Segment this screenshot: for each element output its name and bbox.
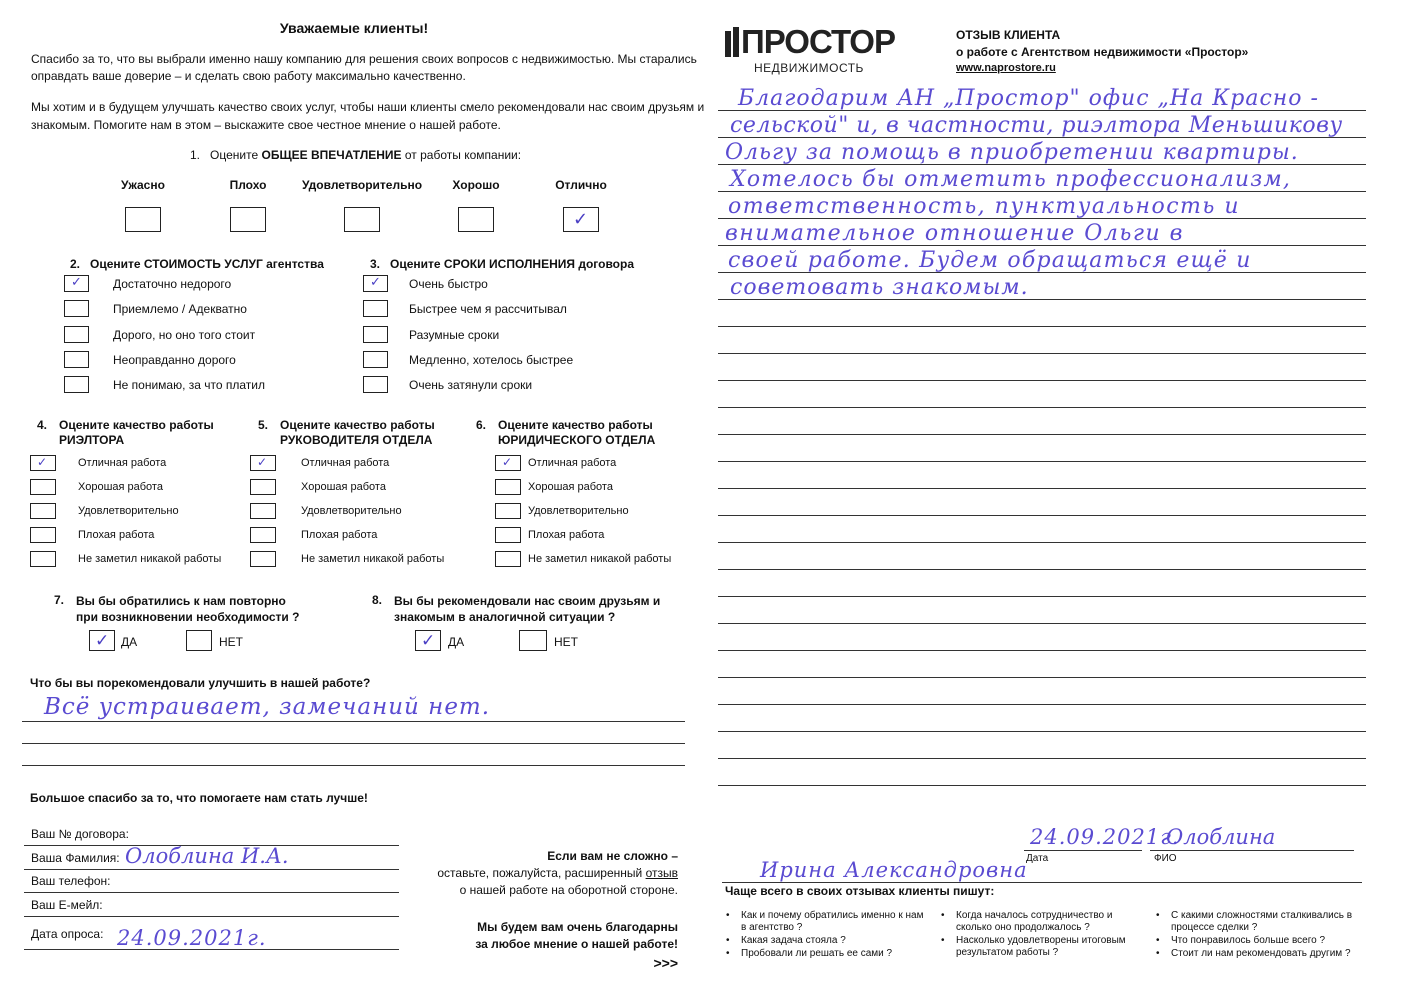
tip-item: • Что понравилось больше всего ?: [1156, 935, 1326, 946]
review-line: [718, 488, 1366, 489]
answer-line: [22, 721, 685, 722]
field-line: [24, 949, 399, 950]
q8-num: 8.: [372, 593, 383, 607]
side-note-2: оставьте, пожалуйста, расширенный отзыв: [437, 866, 678, 880]
q3-option-label: Очень затянули сроки: [409, 378, 533, 392]
field-line: [24, 869, 399, 870]
q4-option-label: Плохая работа: [78, 529, 155, 541]
q6-checkbox-5[interactable]: [495, 551, 521, 567]
date-label: Дата опроса:: [31, 927, 104, 941]
q3-option-label: Очень быстро: [409, 277, 488, 291]
q8-heading: Вы бы рекомендовали нас своим друзьям и знакомым в аналогичной ситуации ?: [394, 594, 661, 624]
q2-option-label: Приемлемо / Адекватно: [113, 302, 247, 316]
review-line: [718, 461, 1366, 462]
q7-checkbox-no[interactable]: [186, 630, 212, 651]
review-link[interactable]: отзыв: [645, 866, 678, 880]
q4-option-label: Не заметил никакой работы: [78, 553, 222, 565]
bullet-icon: •: [1156, 935, 1160, 946]
field-line: [24, 916, 399, 917]
q8-checkbox-yes[interactable]: [415, 630, 441, 651]
q5-checkbox-2[interactable]: [250, 479, 276, 495]
review-line: [718, 326, 1366, 327]
fio-caption: ФИО: [1154, 853, 1177, 864]
review-line: [718, 380, 1366, 381]
q8-no-label: НЕТ: [554, 635, 578, 649]
tip-item: • Стоит ли нам рекомендовать другим ?: [1156, 948, 1351, 959]
q6-checkbox-2[interactable]: [495, 479, 521, 495]
q2-checkbox-3[interactable]: [64, 326, 89, 343]
surname-value[interactable]: Олоблина И.А.: [125, 844, 289, 868]
review-line: [718, 623, 1366, 624]
q5-option-label: Отличная работа: [301, 457, 390, 469]
q3-checkbox-3[interactable]: [363, 326, 388, 343]
survey-date-value[interactable]: 24.09.2021г.: [117, 926, 267, 950]
q1-option-label: Плохо: [229, 178, 267, 192]
q2-checkbox-4[interactable]: [64, 351, 89, 368]
review-text-line[interactable]: сельской" и, в частности, риэлтора Меньшикову: [730, 113, 1343, 138]
q2-option-label: Дорого, но оно того стоит: [113, 328, 256, 342]
intro-paragraph-1b: оправдать ваше доверие – и сделать свою работу максимально качественно.: [31, 69, 466, 83]
review-text-line[interactable]: Ольгу за помощь в приобретении квартиры.: [725, 140, 1299, 165]
q7-num: 7.: [54, 593, 65, 607]
checkmark-icon: ✓: [95, 631, 110, 651]
q4-option-label: Отличная работа: [78, 457, 167, 469]
q7-no-label: НЕТ: [219, 635, 243, 649]
intro-paragraph-1a: Спасибо за то, что вы выбрали именно нашу компанию для решения своих вопросов с недвижимостью. Мы старались: [31, 52, 697, 66]
date-caption: Дата: [1026, 853, 1049, 864]
review-line: [718, 569, 1366, 570]
review-subtitle: о работе с Агентством недвижимости «Простор»: [956, 45, 1249, 59]
side-note-3: о нашей работе на оборотной стороне.: [459, 883, 678, 897]
contract-label: Ваш № договора:: [31, 827, 129, 841]
q6-option-label: Хорошая работа: [528, 481, 613, 493]
checkmark-icon: ✓: [37, 455, 48, 469]
q4-checkbox-4[interactable]: [30, 527, 56, 543]
review-line: [718, 785, 1366, 786]
bullet-icon: •: [726, 948, 730, 959]
q6-checkbox-3[interactable]: [495, 503, 521, 519]
q1-option-label: Отлично: [555, 178, 607, 192]
side-note-5: за любое мнение о нашей работе!: [475, 937, 678, 951]
q2-option-label: Достаточно недорого: [113, 277, 232, 291]
tips-column-2: [941, 910, 1146, 959]
review-line: [718, 704, 1366, 705]
date-line: [1024, 850, 1142, 851]
q5-checkbox-3[interactable]: [250, 503, 276, 519]
q5-option-label: Хорошая работа: [301, 481, 386, 493]
q1-option-label: Хорошо: [452, 178, 500, 192]
tips-column-3: [1156, 910, 1356, 960]
checkmark-icon: ✓: [71, 275, 82, 290]
signature-line: [722, 882, 1362, 883]
q5-option-label: Удовлетворительно: [301, 505, 402, 517]
q3-checkbox-1[interactable]: [363, 275, 388, 292]
fio-value-2[interactable]: Ирина Александровна: [760, 858, 1028, 882]
review-line: [718, 758, 1366, 759]
q1-checkbox-good[interactable]: [458, 207, 494, 232]
bullet-icon: •: [1156, 910, 1160, 921]
website-link[interactable]: www.naprostore.ru: [956, 62, 1056, 74]
intro-paragraph-2b: знакомым. Помогите нам в этом – выскажите свое честное мнение о нашей работе.: [31, 118, 501, 132]
q2-checkbox-5[interactable]: [64, 376, 89, 393]
q1-checkbox-satisfactory[interactable]: [344, 207, 380, 232]
logo-text: ПРОСТОР: [741, 23, 895, 60]
review-line: [718, 515, 1366, 516]
q1-option-label: Удовлетворительно: [301, 178, 423, 192]
side-note-4: Мы будем вам очень благодарны: [477, 920, 678, 934]
q1-checkbox-bad[interactable]: [230, 207, 266, 232]
review-text-line[interactable]: внимательное отношение Ольги в: [725, 221, 1184, 246]
q6-option-label: Не заметил никакой работы: [528, 553, 672, 565]
logo-mark-icon: [725, 27, 739, 57]
q2-option-label: Не понимаю, за что платил: [113, 378, 266, 392]
review-line: [718, 407, 1366, 408]
q4-checkbox-2[interactable]: [30, 479, 56, 495]
tip-item: • Как и почему обратились именно к нам в агентство ?: [726, 910, 924, 933]
q8-checkbox-no[interactable]: [519, 630, 547, 651]
review-text-line[interactable]: своей работе. Будем обращаться ещё и: [728, 248, 1252, 273]
q6-option-label: Отличная работа: [528, 457, 617, 469]
left-heading: Уважаемые клиенты!: [279, 20, 429, 36]
thanks-text: Большое спасибо за то, что помогаете нам стать лучше!: [30, 791, 368, 805]
intro-paragraph-2a: Мы хотим и в будущем улучшать качество своих услуг, чтобы наши клиенты смело рекомендовали нас своим друзьям и: [31, 100, 705, 114]
q6-option-label: Плохая работа: [528, 529, 605, 541]
field-line: [24, 892, 399, 893]
review-line: [718, 677, 1366, 678]
q4-option-label: Хорошая работа: [78, 481, 163, 493]
tips-column-1: [726, 910, 926, 960]
checkmark-icon: ✓: [370, 275, 381, 290]
q6-checkbox-1[interactable]: [495, 455, 521, 471]
bullet-icon: •: [726, 910, 730, 921]
surname-label: Ваша Фамилия:: [31, 851, 120, 865]
fio-value[interactable]: Олоблина: [1166, 825, 1276, 849]
q5-checkbox-1[interactable]: [250, 455, 276, 471]
q5-heading: Оцените качество работы РУКОВОДИТЕЛЯ ОТДЕЛА: [280, 418, 435, 447]
review-line: [718, 596, 1366, 597]
checkmark-icon: ✓: [421, 631, 436, 651]
q2-checkbox-2[interactable]: [64, 300, 89, 317]
bullet-icon: •: [1156, 948, 1160, 959]
tip-item: • С какими сложностями сталкивались в процессе сделки ?: [1156, 910, 1353, 933]
checkmark-icon: ✓: [257, 455, 268, 469]
q8-yes-label: ДА: [448, 635, 465, 649]
q2-option-label: Неоправданно дорого: [113, 353, 236, 367]
bullet-icon: •: [726, 935, 730, 946]
q3-checkbox-2[interactable]: [363, 300, 388, 317]
q2-heading: 2. Оцените СТОИМОСТЬ УСЛУГ агентства: [70, 257, 324, 271]
q3-option-label: Разумные сроки: [409, 328, 500, 342]
tip-item: • Насколько удовлетворены итоговым результатом работы ?: [941, 935, 1126, 958]
review-line: [718, 542, 1366, 543]
q5-option-label: Не заметил никакой работы: [301, 553, 445, 565]
checkmark-icon: ✓: [502, 455, 513, 469]
review-line: [718, 650, 1366, 651]
q4-heading: Оцените качество работы РИЭЛТОРА: [59, 418, 214, 447]
q3-option-label: Медленно, хотелось быстрее: [409, 353, 574, 367]
q1-checkbox-awful[interactable]: [125, 207, 161, 232]
improve-question: Что бы вы порекомендовали улучшить в нашей работе?: [30, 676, 371, 690]
tip-item: • Пробовали ли решать ее сами ?: [726, 948, 893, 959]
q3-heading: 3. Оцените СРОКИ ИСПОЛНЕНИЯ договора: [370, 257, 635, 271]
phone-label: Ваш телефон:: [31, 874, 111, 888]
q4-checkbox-3[interactable]: [30, 503, 56, 519]
review-date-value[interactable]: 24.09.2021г.: [1030, 825, 1180, 849]
q6-heading: Оцените качество работы ЮРИДИЧЕСКОГО ОТДЕЛА: [498, 418, 656, 447]
review-text-line[interactable]: советовать знакомым.: [730, 275, 1029, 300]
review-text-line[interactable]: Благодарим АН „Простор" офис „На Красно -: [738, 86, 1319, 111]
side-note-1: Если вам не сложно –: [547, 849, 678, 863]
q1-option-label: Ужасно: [121, 178, 165, 192]
review-line: [718, 731, 1366, 732]
tip-item: • Когда началось сотрудничество и сколько оно продолжалось ?: [941, 910, 1113, 933]
q5-checkbox-4[interactable]: [250, 527, 276, 543]
q2-checkbox-1[interactable]: [64, 275, 89, 292]
q6-num: 6.: [476, 418, 487, 432]
improve-answer[interactable]: Всё устраивает, замечаний нет.: [44, 694, 491, 720]
q4-option-label: Удовлетворительно: [78, 505, 179, 517]
bullet-icon: •: [941, 935, 945, 946]
answer-line: [22, 765, 685, 766]
tip-item: • Какая задача стояла ?: [726, 935, 846, 946]
logo-subtext: НЕДВИЖИМОСТЬ: [754, 61, 864, 75]
q6-option-label: Удовлетворительно: [528, 505, 629, 517]
q5-checkbox-5[interactable]: [250, 551, 276, 567]
tips-heading: Чаще всего в своих отзывах клиенты пишут:: [725, 884, 995, 898]
checkmark-icon: ✓: [573, 209, 589, 230]
q5-option-label: Плохая работа: [301, 529, 378, 541]
q4-checkbox-1[interactable]: [30, 455, 56, 471]
q7-checkbox-yes[interactable]: [89, 630, 115, 651]
q7-heading: Вы бы обратились к нам повторно при возникновении необходимости ?: [76, 594, 300, 624]
q4-num: 4.: [37, 418, 48, 432]
q7-yes-label: ДА: [121, 635, 138, 649]
review-title: ОТЗЫВ КЛИЕНТА: [956, 28, 1061, 42]
q3-checkbox-4[interactable]: [363, 351, 388, 368]
q6-checkbox-4[interactable]: [495, 527, 521, 543]
review-line: [718, 434, 1366, 435]
arrows: >>>: [653, 955, 678, 971]
q1-checkbox-excellent[interactable]: [563, 207, 599, 232]
review-text-line[interactable]: ответственность, пунктуальность и: [728, 194, 1241, 219]
q4-checkbox-5[interactable]: [30, 551, 56, 567]
fio-line: [1150, 850, 1354, 851]
q5-num: 5.: [258, 418, 269, 432]
q1-heading: 1. Оцените ОБЩЕЕ ВПЕЧАТЛЕНИЕ от работы компании:: [190, 148, 522, 162]
review-line: [718, 353, 1366, 354]
review-text-line[interactable]: Хотелось бы отметить профессионализм,: [730, 167, 1292, 192]
answer-line: [22, 743, 685, 744]
email-label: Ваш Е-мейл:: [31, 898, 103, 912]
q3-checkbox-5[interactable]: [363, 376, 388, 393]
q3-option-label: Быстрее чем я рассчитывал: [409, 302, 567, 316]
bullet-icon: •: [941, 910, 945, 921]
